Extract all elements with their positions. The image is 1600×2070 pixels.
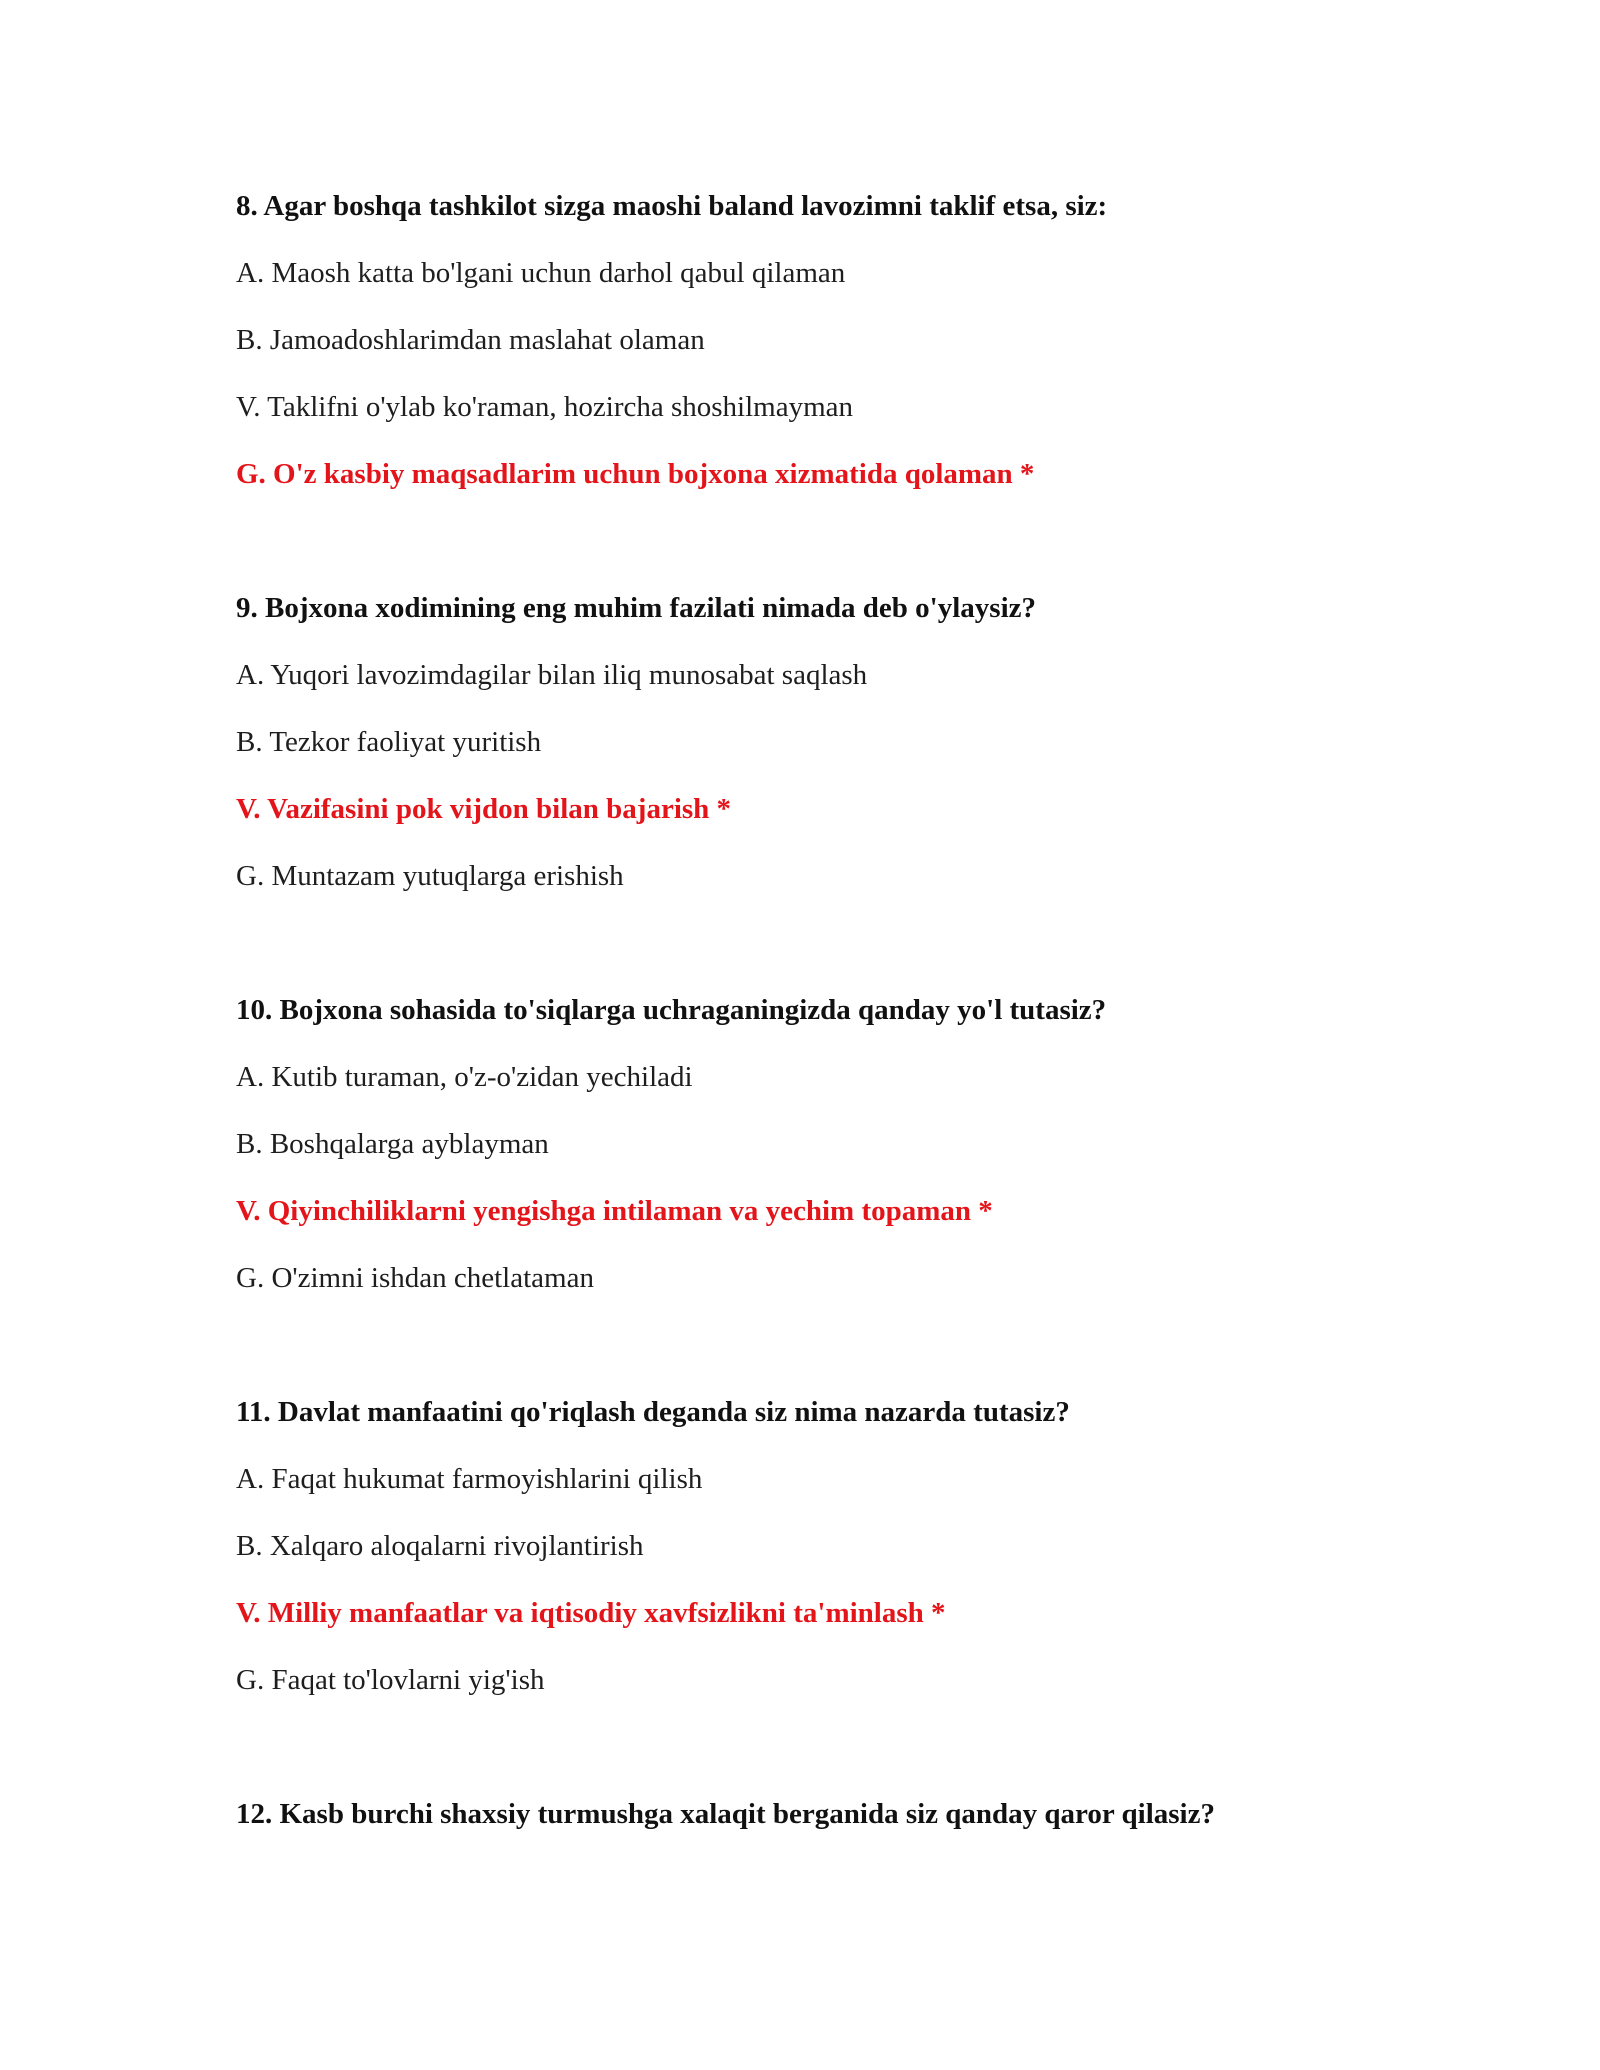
question-11: 11. Davlat manfaatini qo'riqlash deganda siz nima nazarda tutasiz? <box>236 1396 1070 1428</box>
question-10-option-a: A. Kutib turaman, o'z-o'zidan yechiladi <box>236 1061 693 1093</box>
question-10-option-b: B. Boshqalarga ayblayman <box>236 1128 549 1160</box>
question-11-option-g: G. Faqat to'lovlarni yig'ish <box>236 1664 545 1696</box>
question-8-option-v: V. Taklifni o'ylab ko'raman, hozircha shoshilmayman <box>236 391 854 423</box>
question-9-option-v-correct: V. Vazifasini pok vijdon bilan bajarish * <box>236 793 732 825</box>
question-10-option-v-correct: V. Qiyinchiliklarni yengishga intilaman va yechim topaman * <box>236 1195 993 1227</box>
question-9-option-b: B. Tezkor faoliyat yuritish <box>236 726 542 758</box>
question-8: 8. Agar boshqa tashkilot sizga maoshi baland lavozimni taklif etsa, siz: <box>236 190 1108 222</box>
question-9-option-a: A. Yuqori lavozimdagilar bilan iliq munosabat saqlash <box>236 659 868 691</box>
question-8-option-a: A. Maosh katta bo'lgani uchun darhol qabul qilaman <box>236 257 846 289</box>
question-11-option-v-correct: V. Milliy manfaatlar va iqtisodiy xavfsizlikni ta'minlash * <box>236 1597 946 1629</box>
question-9-option-g: G. Muntazam yutuqlarga erishish <box>236 860 624 892</box>
question-12: 12. Kasb burchi shaxsiy turmushga xalaqit berganida siz qanday qaror qilasiz? <box>236 1798 1215 1830</box>
question-11-option-a: A. Faqat hukumat farmoyishlarini qilish <box>236 1463 703 1495</box>
question-10: 10. Bojxona sohasida to'siqlarga uchraganingizda qanday yo'l tutasiz? <box>236 994 1107 1026</box>
question-9: 9. Bojxona xodimining eng muhim fazilati nimada deb o'ylaysiz? <box>236 592 1037 624</box>
question-10-option-g: G. O'zimni ishdan chetlataman <box>236 1262 594 1294</box>
question-8-option-g-correct: G. O'z kasbiy maqsadlarim uchun bojxona xizmatida qolaman * <box>236 458 1035 490</box>
question-11-option-b: B. Xalqaro aloqalarni rivojlantirish <box>236 1530 644 1562</box>
question-8-option-b: B. Jamoadoshlarimdan maslahat olaman <box>236 324 705 356</box>
